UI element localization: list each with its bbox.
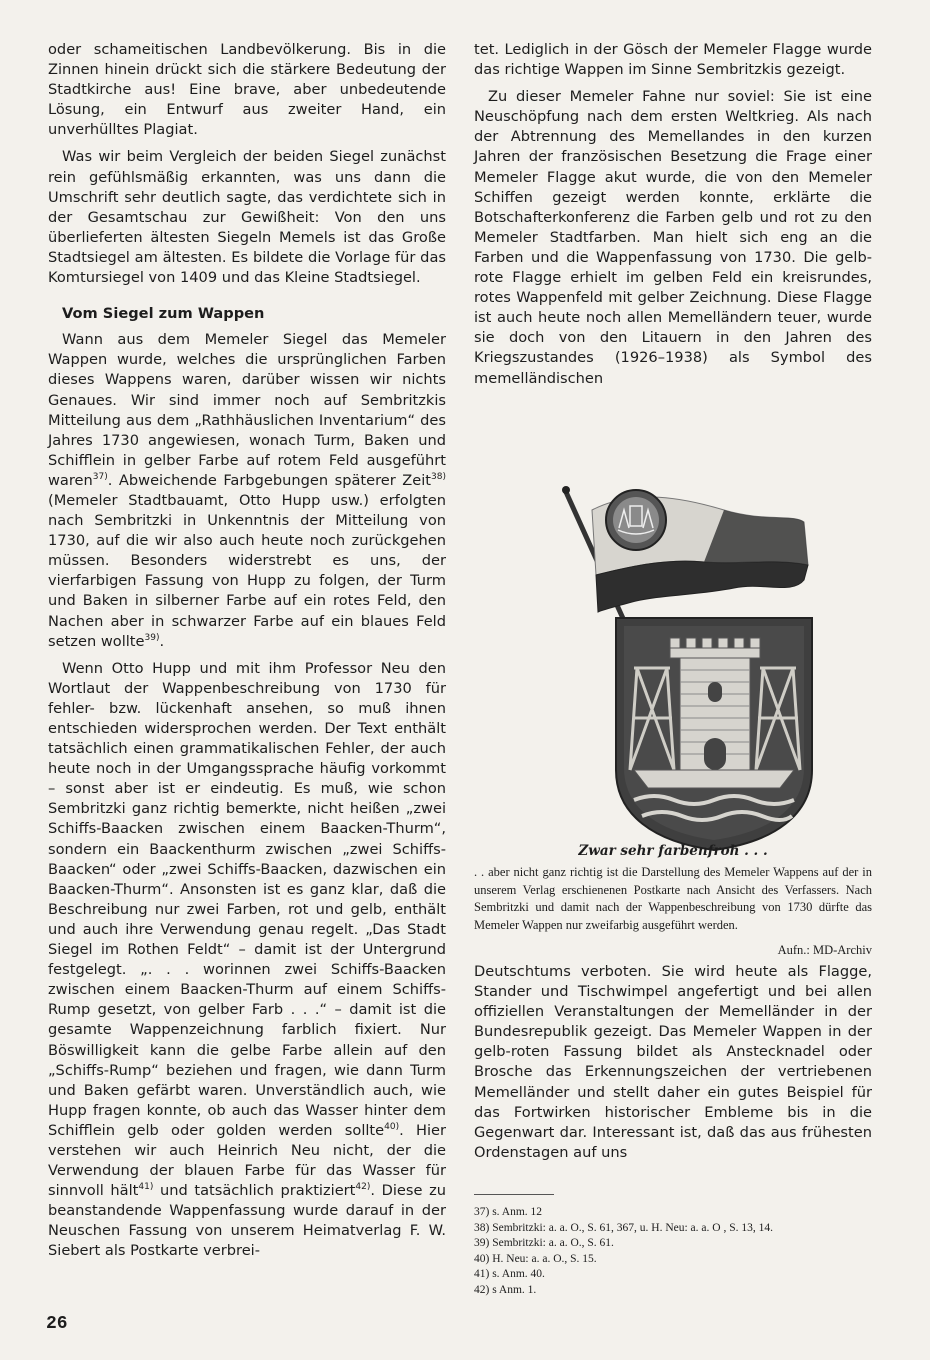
right-column-continued: [474, 962, 872, 1163]
footnote-divider: [474, 1194, 554, 1195]
figure-credit: Aufn.: MD-Archiv: [777, 943, 872, 957]
right-column: [474, 40, 872, 389]
figure-caption: . . aber nicht ganz richtig ist die Darstellung des Memeler Wappens auf der in unserem Verlag erschienenen Postkarte nach Ansicht des Verfassers. Nach Sembritzki und damit nach der Wappenbeschreibung von 1730 dürfte das Memeler Wappen nur zweifarbig ausgeführt werden.: [474, 865, 872, 932]
footnote-ref: 40): [384, 1122, 400, 1133]
paragraph: tet. Lediglich in der Gösch der Memeler Flagge wurde das richtige Wappen im Sinne Sembritzkis gezeigt.: [474, 41, 872, 79]
paragraph: Wann aus dem Memeler Siegel das Memeler Wappen wurde, welches die ursprünglichen Farben dieses Wappens waren, darüber wissen wir nichts Genaues. Wir sind immer noch auf Sembritzkis Mitteilung aus dem „Rathhäuslichen Inventarium“ des Jahres 1730 angewiesen, wonach Turm, Baken und Schifflein in gelber Farbe auf rotem Feld ausgeführt waren$^{37)}$. Abweichende Farbgebungen späterer Zeit$^{38)}$ (Memeler Stadtbauamt, Otto Hupp usw.) erfolgten nach Sembritzki in Unkenntnis der Mitteilung von 1730, auf die wir also auch heute noch zurückgehen müssen. Besonders widerstrebt es uns, der vierfarbigen Fassung von Hupp zu folgen, der Turm und Baken in silberner Farbe auf ein rotes Feld, den Nachen aber in schwarzer Farbe auf ein blaues Feld setzen wollte$^{39)}$.: [48, 331, 446, 650]
paragraph: Zu dieser Memeler Fahne nur soviel: Sie ist eine Neuschöpfung nach dem ersten Weltkrieg. Als nach der Abtrennung des Memellandes in den kurzen Jahren der französischen Besetzung die Frage einer Memeler Flagge akut wurde, die von den Memeler Schiffen gezeigt werden konnte, erklärte die Botschafterkonferenz die Farben gelb und rot zu den Memeler Stadtfarben. Man hielt sich eng an die Farben und die Wappenfassung von 1730. Die gelb-rote Flagge erhielt im gelben Feld ein kreisrundes, rotes Wappenfeld mit gelber Zeichnung. Diese Flagge ist auch heute noch allen Memelländern teuer, wurde sie doch von den Litauern in den Jahren des Kriegszustandes (1926–1938) als Symbol des memelländischen: [474, 88, 872, 387]
footnote: 42) s Anm. 1.: [474, 1283, 537, 1296]
left-column: [48, 40, 446, 1262]
footnote: 39) Sembritzki: a. a. O., S. 61.: [474, 1237, 614, 1249]
figure-caption-title: Zwar sehr farbenfroh . . .: [578, 843, 768, 859]
footnote: 40) H. Neu: a. a. O., S. 15.: [474, 1252, 597, 1265]
footnote-ref: 38): [431, 472, 446, 483]
paragraph: Wenn Otto Hupp und mit ihm Professor Neu den Wortlaut der Wappenbeschreibung von 1730 für fehler- bzw. lückenhaft ansehen, so muß ihnen entschieden widersprochen werden. Der Text enthält tatsächlich einen grammatikalischen Fehler, der auch heute noch in der Umgangssprache häufig vorkommt – sonst aber ist er eindeutig. Es muß, wie schon Sembritzki ganz richtig bemerkte, nicht heißen „zwei Schiffs-Baacken zwischen einem Baacken-Thurm“, sondern ein Baackenthurm zwischen „zwei Schiffs-Baacken“ oder „zwei Schiffs-Baacken, dazwischen ein Baacken-Thurm“. Ansonsten ist es ganz klar, daß die Beschreibung nur zwei Farben, rot und gelb, enthält und auch ihre Verwendung genau regelt. „Das Stadt Siegel im Rothen Feldt“ – damit ist der Untergrund festgelegt. „. . . worinnen zwei Schiffs-Baacken zwischen einem Baacken-Thurm auf einem Schiffs-Rump gesetzt, von gelber Farb . . .“ – damit ist die gesamte Wappenzeichnung farblich fixiert. Nur Böswilligkeit kann die gelbe Farbe allein auf den „Schiffs-Rump“ beziehen und fragen, wie dann Turm und Baken gefärbt waren. Unverständlich auch, wie Hupp fragen konnte, ob auch das Wasser hinter dem Schifflein gelb oder golden werden sollte$^{40)}$. Hier verstehen wir auch Heinrich Neu nicht, der die Verwendung der blauen Farbe für das Wasser für sinnvoll hält$^{41)}$ und tatsächlich praktiziert$^{42)}$. Diese zu beanstandende Wappenfassung wurde darauf in der Neuschen Fassung von unserem Heimatverlag F. W. Siebert als Postkarte verbrei-: [48, 659, 446, 1260]
paragraph: Was wir beim Vergleich der beiden Siegel zunächst rein gefühlsmäßig erkannten, was uns dann die Umschrift sehr deutlich sagte, das verdichtete sich in der Gesamtschau zur Gewißheit: Von den uns überlieferten ältesten Siegeln Memels ist das Große Stadtsiegel am ältesten. Es bildete die Vorlage für das Komtursiegel von 1409 und das Kleine Stadtsiegel.: [48, 148, 446, 287]
footnote-ref: 39): [144, 632, 160, 643]
page-number: 26: [46, 1314, 68, 1334]
footnote: 37) s. Anm. 12: [474, 1206, 543, 1218]
paragraph: oder schameitischen Landbevölkerung. Bis in die Zinnen hinein drückt sich die stärkere Bedeutung der Stadtkirche aus! Eine brave, aber unbedeutende Lösung, ein Entwurf aus zweiter Hand, ein unverhülltes Plagiat.: [48, 41, 446, 139]
footnote-ref: 41): [138, 1182, 154, 1193]
footnote: 38) Sembritzki: a. a. O., S. 61, 367, u. H. Neu: a. a. O , S. 13, 14.: [474, 1221, 773, 1234]
section-heading: Vom Siegel zum Wappen: [62, 305, 265, 323]
footnote-ref: 42): [355, 1182, 371, 1193]
footnotes: [474, 1205, 874, 1298]
footnote: 41) s. Anm. 40.: [474, 1268, 545, 1280]
paragraph: Deutschtums verboten. Sie wird heute als Flagge, Stander und Tischwimpel angefertigt und bei allen offiziellen Veranstaltungen der Memelländer in der Bundesrepublik gezeigt. Das Memeler Wappen in der gelb-roten Fassung bildet als Anstecknadel oder Brosche das Erkennungszeichen der vertriebenen Memelländer und stellt daher ein gutes Beispiel für das Fortwirken historischer Embleme bis in die Gegenwart dar. Interessant ist, daß das aus frühesten Ordenstagen auf uns: [474, 963, 872, 1161]
footnote-ref: 37): [92, 472, 108, 483]
